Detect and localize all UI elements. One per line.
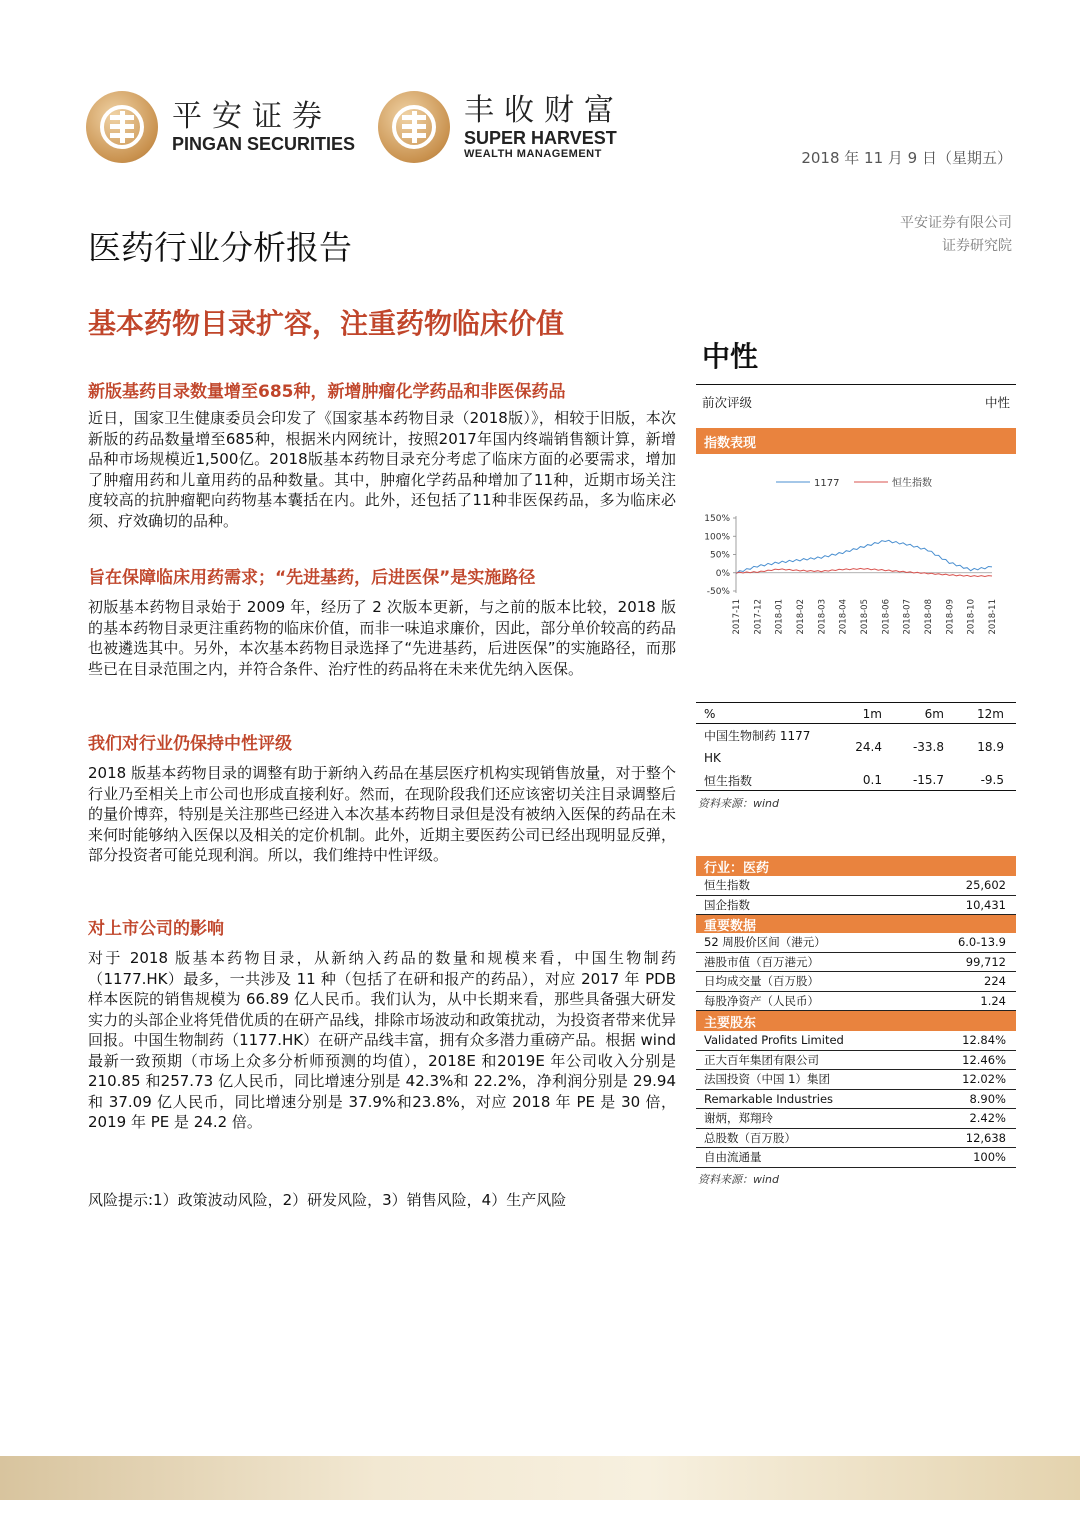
key-data-bar: 重要数据 — [696, 915, 1016, 933]
x-tick-label: 2018-04 — [838, 599, 849, 635]
row-label: 日均成交量（百万股） — [704, 974, 819, 989]
prev-rating-value: 中性 — [984, 395, 1010, 410]
y-axis — [704, 514, 736, 597]
table-row — [696, 876, 1016, 896]
report-date: 2018 年 11 月 9 日（星期五） — [801, 149, 1012, 167]
row-label: 52 周股价区间（港元） — [704, 935, 826, 950]
row-value: 1.24 — [980, 993, 1006, 1008]
y-tick-label: -50% — [706, 587, 730, 597]
section-body: 初版基本药物目录始于 2009 年，经历了 2 次版本更新，与之前的版本比较，2018 版的基本药物目录更注重药物的临床价值，而非一味追求廉价，因此，部分单价较高的药品也被遴选其中。另外，本次基本药物目录选择了“先进基药，后进医保”的实施路径，而那些已在目录范围之内，并符合条件、治疗性的药品将在未来优先纳入医保。 — [88, 598, 676, 678]
table-row — [696, 1148, 1016, 1168]
prev-rating-label: 前次评级 — [702, 395, 753, 410]
perf-cell: -9.5 — [980, 773, 1004, 787]
table-row — [696, 1090, 1016, 1110]
pingan-logo-cn: 平安证券 — [172, 99, 332, 134]
row-value: 12.84% — [962, 1033, 1006, 1048]
row-label: 自由流通量 — [704, 1150, 762, 1165]
y-tick-label: 100% — [704, 532, 730, 543]
x-tick-label: 2018-10 — [966, 599, 977, 635]
y-tick-label: 150% — [704, 514, 730, 524]
x-tick-label: 2018-06 — [881, 599, 892, 635]
perf-header-cell: 12m — [977, 707, 1004, 721]
section-body: 近日，国家卫生健康委员会印发了《国家基本药物目录（2018版）》，相较于旧版，本次新版的药品数量增至685种，根据米内网统计，按照2017年国内终端销售额计算，新增品种市场规模近1,500亿。2018版基本药物目录充分考虑了临床方面的必要需求，增加了肿瘤用药和儿童用药的品种数量。其中，肿瘤化学药品种增加了11种，近期市场关注度较高的抗肿瘤靶向药物基本囊括在内。此外，还包括了11种非医保药品，多为临床必须、疗效确切的品种。 — [88, 409, 676, 530]
row-label: 恒生指数 — [704, 878, 750, 893]
x-tick-label: 2018-02 — [796, 599, 806, 635]
holders-bar: 主要股东 — [696, 1011, 1016, 1031]
perf-header-cell: 1m — [862, 707, 882, 721]
section-body: 对于 2018 版基本药物目录，从新纳入药品的数量和规模来看，中国生物制药（1177.HK）最多，一共涉及 11 种（包括了在研和报产的药品），对应 2017 年 PDB 样本医院的销售规模为 66.89 亿人民币。我们认为，从中长期来看，那些具备强大研发实力的头部企业将凭借优质的在研产品线，排除市场波动和政策扰动，为投资者带来优异回报。中国生物制药（1177.HK）在研产品线丰富，拥有众多潜力重磅产品。根据 wind 最新一致预期（市场上众多分析师预测的均值），2018E 和2019E 年公司收入分别是 210.85 和257.73 亿人民币，同比增速分别是 42.3%和 22.2%，净利润分别是 29.94 和 37.09 亿人民币，同比增速分别是 37.9%和23.8%，对应 2018 年 PE 是 30 倍，2019 年 PE 是 24.2 倍。 — [88, 949, 676, 1131]
holders-source: 资料来源：wind — [698, 1172, 780, 1186]
table-row — [696, 1070, 1016, 1090]
super-harvest-logo — [378, 92, 624, 162]
row-label: 每股净资产（人民币） — [704, 993, 819, 1008]
pingan-logo-en: PINGAN SECURITIES — [172, 134, 356, 154]
section-3 — [88, 732, 676, 866]
super-harvest-logo-en2: WEALTH MANAGEMENT — [464, 148, 602, 160]
section-2 — [88, 566, 676, 679]
risk-note: 风险提示:1）政策波动风险，2）研发风险，3）销售风险，4）生产风险 — [88, 1191, 567, 1209]
prev-rating-row — [696, 385, 1016, 419]
x-tick-label: 2018-03 — [817, 599, 828, 635]
row-value: 25,602 — [965, 878, 1006, 893]
row-label: Validated Profits Limited — [704, 1033, 844, 1048]
x-tick-label: 2018-01 — [774, 599, 785, 635]
row-value: 224 — [984, 974, 1006, 989]
table-row — [696, 770, 1016, 790]
stock-data-panel — [696, 856, 1016, 1187]
performance-table — [696, 702, 1016, 811]
perf-row-name: 恒生指数 — [704, 773, 753, 788]
pingan-logo — [86, 92, 355, 162]
key-data-rows — [696, 933, 1016, 1011]
performance-header — [696, 705, 1016, 723]
legend-label: 恒生指数 — [892, 478, 932, 489]
perf-cell: 18.9 — [977, 740, 1004, 754]
table-row — [696, 992, 1016, 1012]
x-tick-label: 2018-08 — [924, 599, 934, 635]
row-value: 10,431 — [965, 897, 1006, 912]
rating-big: 中性 — [702, 340, 759, 373]
row-value: 6.0-13.9 — [957, 935, 1006, 950]
super-harvest-logo-en1: SUPER HARVEST — [464, 128, 617, 148]
index-chart — [696, 458, 1016, 638]
section-heading: 我们对行业仍保持中性评级 — [88, 734, 292, 754]
row-value: 2.42% — [969, 1111, 1006, 1126]
row-label: 国企指数 — [704, 897, 750, 912]
x-tick-label: 2018-11 — [988, 599, 998, 635]
perf-row-name-suffix: HK — [704, 751, 721, 765]
table-row — [696, 896, 1016, 916]
table-row — [696, 724, 1016, 770]
super-harvest-emblem-icon — [378, 91, 450, 163]
x-tick-label: 2018-09 — [945, 599, 956, 635]
table-row — [696, 972, 1016, 992]
chart-legend — [776, 476, 932, 489]
row-value: 99,712 — [965, 954, 1006, 969]
y-tick-label: 0% — [715, 568, 730, 579]
row-label: 谢炳，郑翔玲 — [704, 1111, 773, 1126]
row-label: 港股市值（百万港元） — [704, 954, 819, 969]
x-tick-label: 2018-05 — [860, 599, 870, 635]
footer-decoration — [0, 1456, 1080, 1500]
perf-cell: 24.4 — [855, 740, 882, 754]
industry-rows — [696, 876, 1016, 915]
row-value: 12.02% — [962, 1072, 1006, 1087]
pingan-emblem-icon — [86, 91, 158, 163]
section-heading: 旨在保障临床用药需求；“先进基药，后进医保”是实施路径 — [88, 568, 536, 588]
row-label: 法国投资（中国 1）集团 — [704, 1072, 830, 1087]
table-row — [696, 1129, 1016, 1149]
row-label: 正大百年集团有限公司 — [704, 1052, 819, 1067]
company-name: 平安证券有限公司 — [900, 215, 1012, 231]
holders-rows — [696, 1031, 1016, 1168]
x-tick-label: 2017-11 — [732, 599, 742, 635]
row-value: 8.90% — [969, 1091, 1006, 1106]
row-value: 12,638 — [965, 1130, 1006, 1145]
super-harvest-logo-cn: 丰收财富 — [464, 93, 624, 128]
x-tick-label: 2017-12 — [753, 599, 764, 635]
industry-bar: 行业：医药 — [696, 856, 1016, 876]
section-4 — [88, 917, 676, 1133]
headline: 基本药物目录扩容，注重药物临床价值 — [88, 307, 565, 340]
table-row — [696, 953, 1016, 973]
row-label: Remarkable Industries — [704, 1091, 834, 1106]
perf-cell: -33.8 — [912, 740, 944, 754]
index-performance-bar: 指数表现 — [696, 428, 1016, 454]
table-row — [696, 1031, 1016, 1051]
x-tick-label: 2018-07 — [902, 599, 913, 635]
institute-name: 证券研究院 — [942, 238, 1012, 254]
perf-header-cell: 6m — [924, 707, 944, 721]
section-heading: 对上市公司的影响 — [88, 919, 224, 939]
legend-label: 1177 — [814, 478, 840, 489]
perf-cell: 0.1 — [862, 773, 882, 787]
section-body: 2018 版基本药物目录的调整有助于新纳入药品在基层医疗机构实现销售放量，对于整个行业乃至相关上市公司也形成直接利好。然而，在现阶段我们还应该密切关注目录调整后的量价博弈，特别是关注那些已经进入本次基本药物目录但是没有被纳入医保的药品在未来何时能够纳入医保以及相关的定价机制。此外，近期主要医药公司已经出现明显反弹，部分投资者可能兑现利润。所以，我们维持中性评级。 — [88, 764, 676, 864]
table-row — [696, 933, 1016, 953]
section-heading: 新版基药目录数量增至685种，新增肿瘤化学药品和非医保药品 — [88, 382, 566, 402]
row-value: 100% — [973, 1150, 1006, 1165]
perf-header-cell: % — [704, 707, 716, 721]
y-tick-label: 50% — [709, 550, 730, 561]
report-title: 医药行业分析报告 — [88, 228, 352, 267]
table-row — [696, 1051, 1016, 1071]
x-axis — [732, 599, 998, 635]
table-row — [696, 1109, 1016, 1129]
perf-cell: -15.7 — [912, 773, 944, 787]
row-value: 12.46% — [962, 1052, 1006, 1067]
perf-source: 资料来源：wind — [698, 797, 780, 810]
row-label: 总股数（百万股） — [704, 1130, 796, 1145]
sidebar — [696, 384, 1016, 638]
section-1 — [88, 380, 676, 531]
perf-row-name: 中国生物制药 1177 — [704, 729, 811, 743]
